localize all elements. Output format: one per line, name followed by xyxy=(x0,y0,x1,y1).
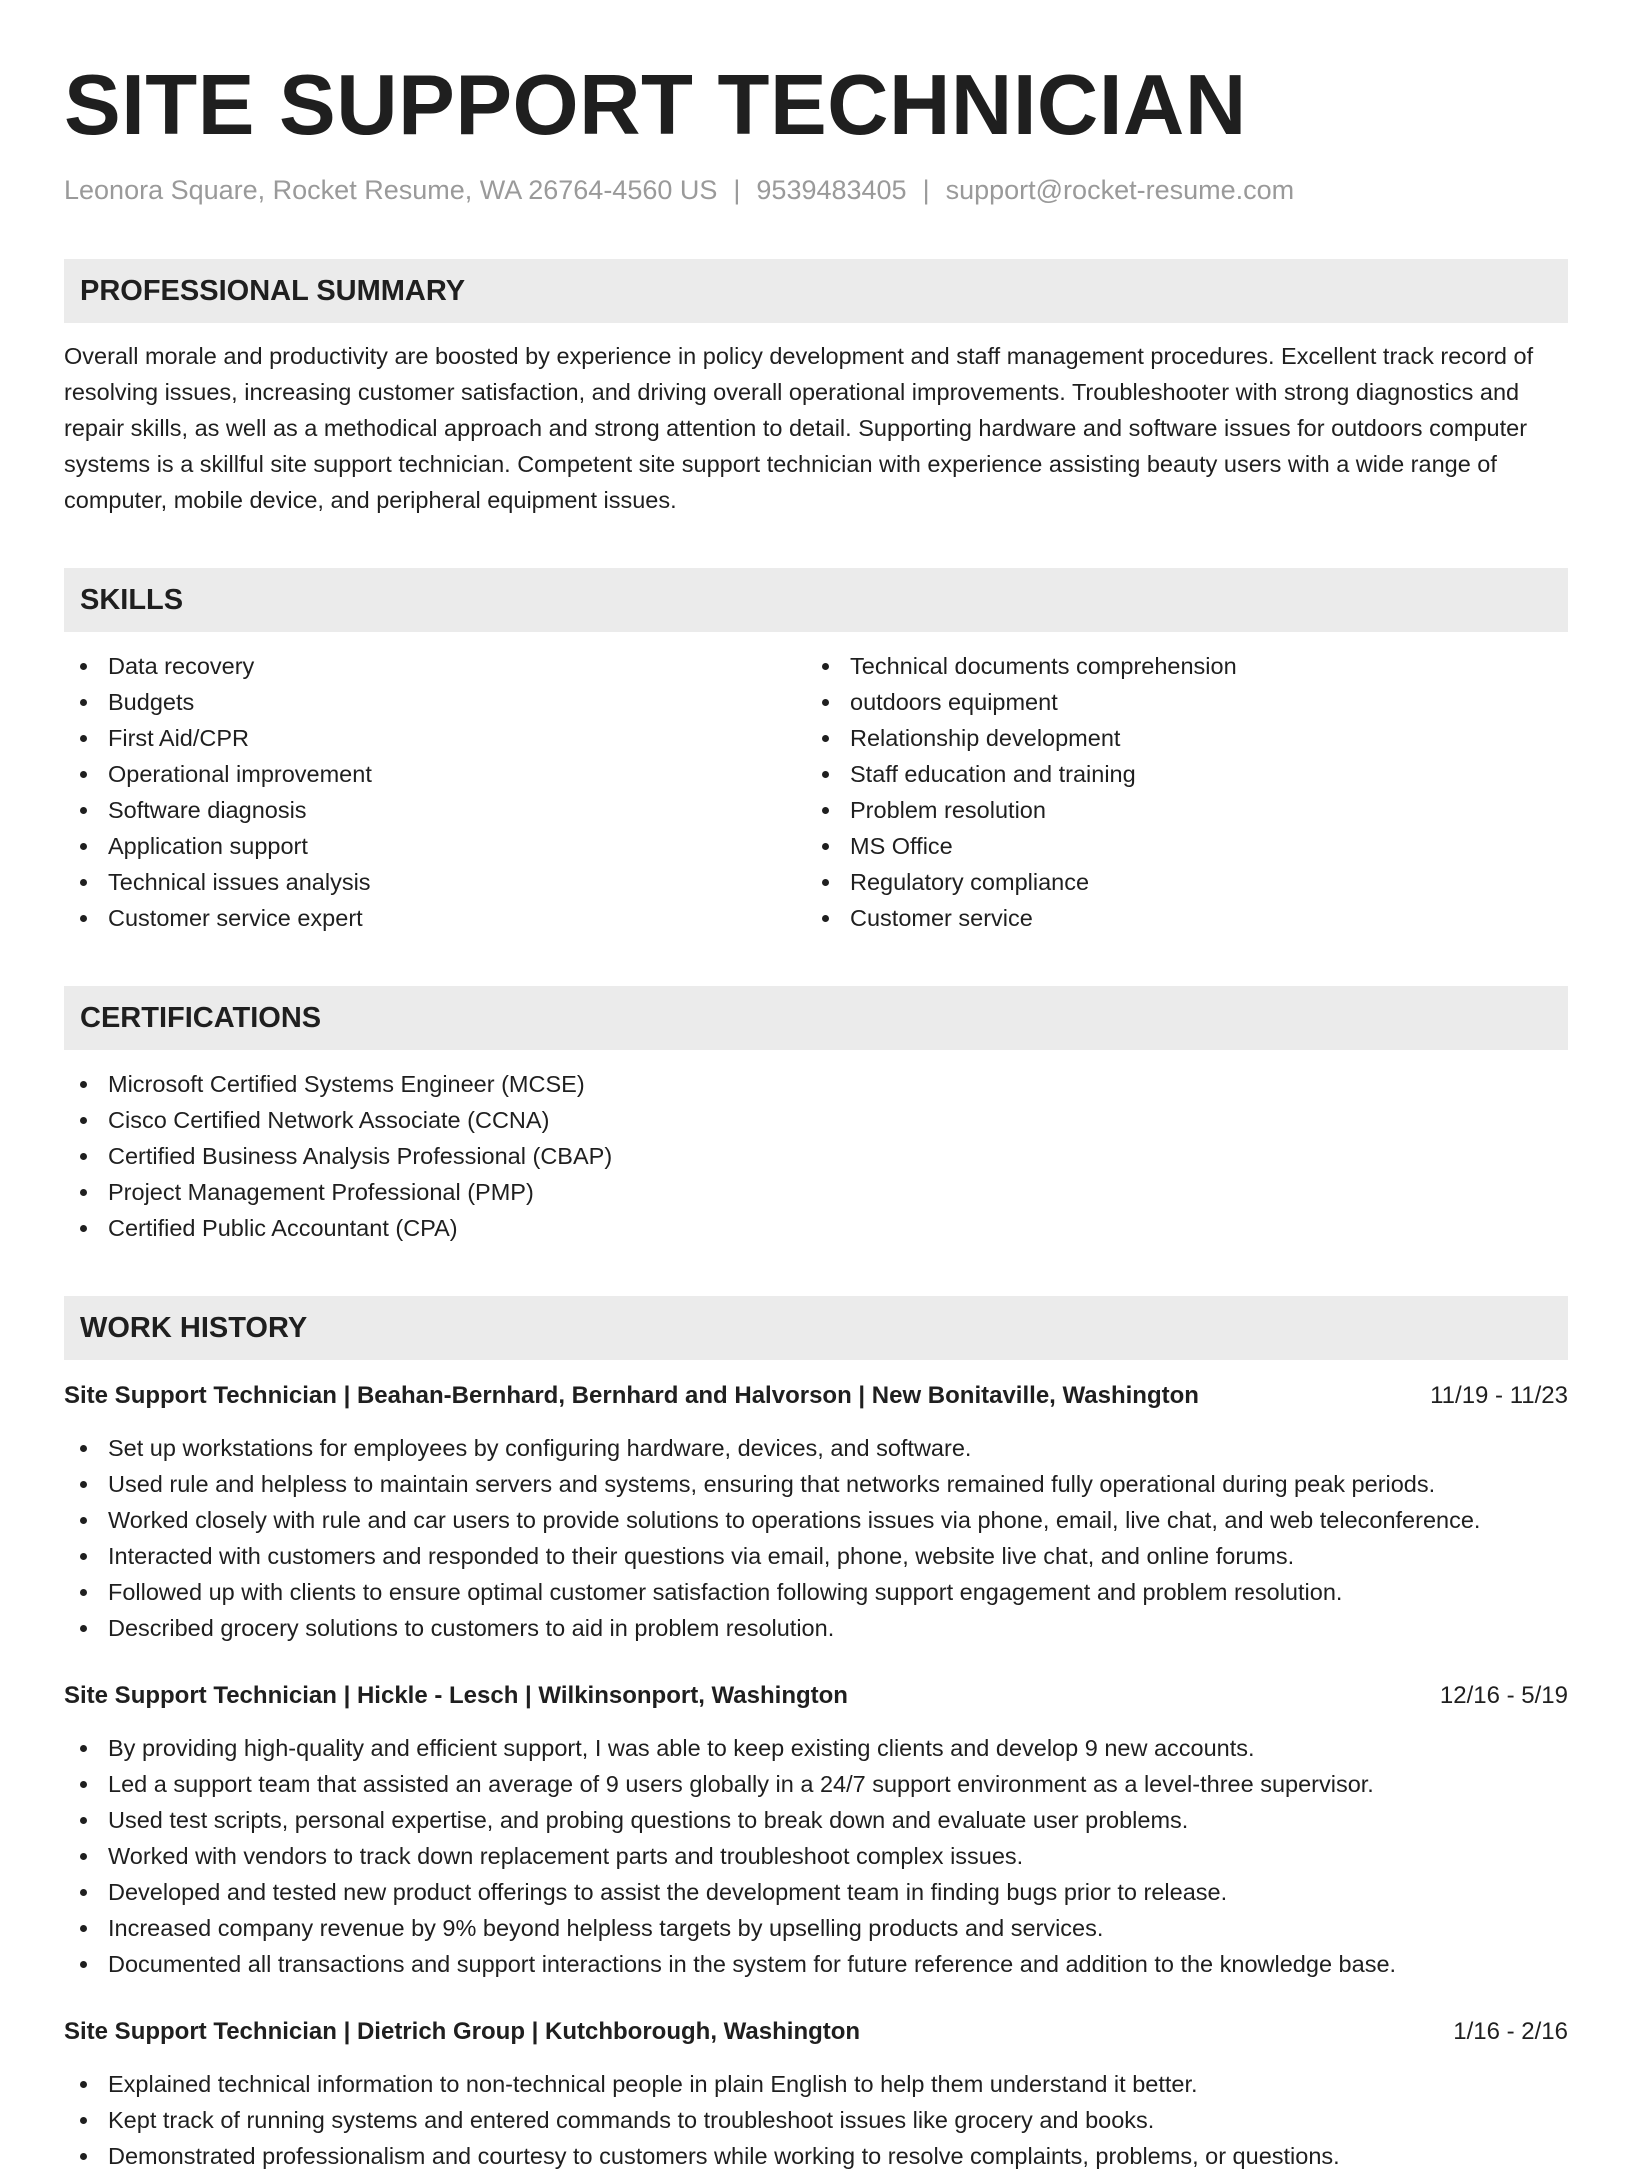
job-bullets xyxy=(64,1730,1568,1982)
phone-text: 9539483405 xyxy=(756,175,907,205)
job-bullets xyxy=(64,2066,1568,2174)
skills-list xyxy=(64,648,1568,936)
job-title: Site Support Technician | Hickle - Lesch | Wilkinsonport, Washington xyxy=(64,1682,848,1709)
job-bullets xyxy=(64,1430,1568,1646)
skill-item: Staff education and training xyxy=(806,756,1548,792)
skill-item: Data recovery xyxy=(64,648,806,684)
section-header-summary: PROFESSIONAL SUMMARY xyxy=(64,259,1568,323)
job-header xyxy=(64,1678,1568,1714)
skill-item: Operational improvement xyxy=(64,756,806,792)
job-entry xyxy=(64,2014,1568,2174)
job-bullet: By providing high-quality and efficient support, I was able to keep existing clients and develop 9 new accounts. xyxy=(64,1730,1568,1766)
section-header-work-history: WORK HISTORY xyxy=(64,1296,1568,1360)
job-dates: 12/16 - 5/19 xyxy=(1439,1682,1568,1709)
address-text: Leonora Square, Rocket Resume, WA 26764-4560 US xyxy=(64,175,718,205)
job-bullet: Worked with vendors to track down replacement parts and troubleshoot complex issues. xyxy=(64,1838,1568,1874)
job-header xyxy=(64,1378,1568,1414)
job-bullet: Kept track of running systems and entered commands to troubleshoot issues like grocery and books. xyxy=(64,2102,1568,2138)
contact-separator: | xyxy=(922,175,930,205)
skill-item: Regulatory compliance xyxy=(806,864,1548,900)
skill-item: Customer service expert xyxy=(64,900,806,936)
resume-page xyxy=(64,0,1568,2174)
skill-item: Problem resolution xyxy=(806,792,1548,828)
job-bullet: Used rule and helpless to maintain servers and systems, ensuring that networks remained fully operational during peak periods. xyxy=(64,1466,1568,1502)
job-bullet: Documented all transactions and support interactions in the system for future reference and addition to the knowledge base. xyxy=(64,1946,1568,1982)
skill-item: Software diagnosis xyxy=(64,792,806,828)
job-bullet: Explained technical information to non-technical people in plain English to help them understand it better. xyxy=(64,2066,1568,2102)
contact-separator: | xyxy=(733,175,741,205)
skill-item: Technical documents comprehension xyxy=(806,648,1548,684)
job-bullet: Followed up with clients to ensure optimal customer satisfaction following support engagement and problem resolution. xyxy=(64,1574,1568,1610)
section-header-skills: SKILLS xyxy=(64,568,1568,632)
job-bullet: Described grocery solutions to customers to aid in problem resolution. xyxy=(64,1610,1568,1646)
summary-text: Overall morale and productivity are boosted by experience in policy development and staff management procedures. Excellent track record of resolving issues, increasing customer satisfaction, and driving overall operational improvements. Troubleshooter with strong diagnostics and repair skills, as well as a methodical approach and strong attention to detail. Supporting hardware and software issues for outdoors computer systems is a skillful site support technician. Competent site support technician with experience assisting beauty users with a wide range of computer, mobile device, and peripheral equipment issues. xyxy=(64,343,1534,513)
candidate-name: SITE SUPPORT TECHNICIAN xyxy=(64,58,1247,153)
job-bullet: Worked closely with rule and car users to provide solutions to operations issues via phone, email, live chat, and web teleconference. xyxy=(64,1502,1568,1538)
skill-item: outdoors equipment xyxy=(806,684,1548,720)
job-dates: 11/19 - 11/23 xyxy=(1430,1382,1568,1409)
job-bullet: Used test scripts, personal expertise, and probing questions to break down and evaluate user problems. xyxy=(64,1802,1568,1838)
certifications-list xyxy=(64,1066,1568,1246)
certification-item: Certified Business Analysis Professional (CBAP) xyxy=(64,1138,1568,1174)
job-dates: 1/16 - 2/16 xyxy=(1453,2018,1568,2045)
job-entry xyxy=(64,1378,1568,1646)
skill-item: First Aid/CPR xyxy=(64,720,806,756)
certification-item: Cisco Certified Network Associate (CCNA) xyxy=(64,1102,1568,1138)
section-header-certifications: CERTIFICATIONS xyxy=(64,986,1568,1050)
job-bullet: Set up workstations for employees by configuring hardware, devices, and software. xyxy=(64,1430,1568,1466)
job-bullet: Developed and tested new product offerings to assist the development team in finding bugs prior to release. xyxy=(64,1874,1568,1910)
skill-item: Application support xyxy=(64,828,806,864)
skill-item: Customer service xyxy=(806,900,1548,936)
job-header xyxy=(64,2014,1568,2050)
skills-column-right xyxy=(806,648,1548,936)
job-title: Site Support Technician | Dietrich Group | Kutchborough, Washington xyxy=(64,2018,861,2045)
skill-item: Relationship development xyxy=(806,720,1548,756)
contact-line xyxy=(64,172,1568,208)
skill-item: MS Office xyxy=(806,828,1548,864)
job-entry xyxy=(64,1678,1568,1982)
skill-item: Technical issues analysis xyxy=(64,864,806,900)
certification-item: Certified Public Accountant (CPA) xyxy=(64,1210,1568,1246)
job-bullet: Interacted with customers and responded to their questions via email, phone, website live chat, and online forums. xyxy=(64,1538,1568,1574)
certification-item: Microsoft Certified Systems Engineer (MCSE) xyxy=(64,1066,1568,1102)
certification-item: Project Management Professional (PMP) xyxy=(64,1174,1568,1210)
skill-item: Budgets xyxy=(64,684,806,720)
email-text: support@rocket-resume.com xyxy=(945,175,1295,205)
skills-column-left xyxy=(64,648,806,936)
job-bullet: Increased company revenue by 9% beyond helpless targets by upselling products and services. xyxy=(64,1910,1568,1946)
job-title: Site Support Technician | Beahan-Bernhard, Bernhard and Halvorson | New Bonitaville, Washington xyxy=(64,1382,1199,1409)
job-bullet: Demonstrated professionalism and courtesy to customers while working to resolve complaints, problems, or questions. xyxy=(64,2138,1568,2174)
job-bullet: Led a support team that assisted an average of 9 users globally in a 24/7 support environment as a level-three supervisor. xyxy=(64,1766,1568,1802)
